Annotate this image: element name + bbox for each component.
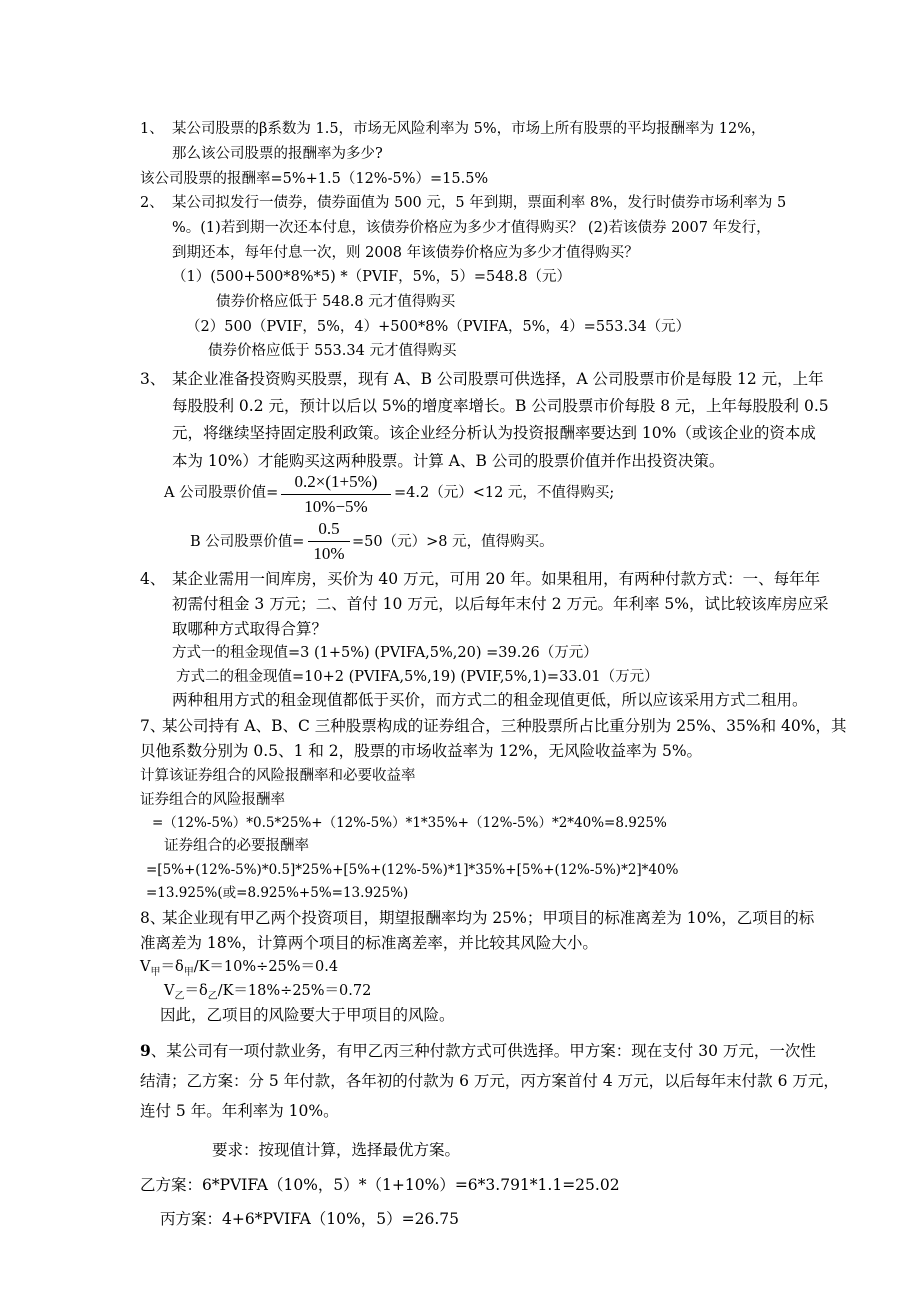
q2-answer-1-note: 债券价格应低于 548.8 元才值得购买 — [216, 294, 456, 310]
q4-number: 4、 — [140, 570, 166, 588]
q9-plan-b: 乙方案：6*PVIFA（10%，5）*（1+10%）=6*3.791*1.1=25.02 — [140, 1176, 620, 1194]
q4-conclusion: 两种租用方式的租金现值都低于买价，而方式二的租金现值更低，所以应该采用方式二租用。 — [172, 691, 808, 709]
q7-number: 7、 — [140, 717, 166, 735]
q8-v-jia-symbol: V — [140, 959, 151, 975]
q7-risk-label: 证券组合的风险报酬率 — [140, 792, 285, 808]
q9-text-line3: 连付 5 年。年利率为 10%。 — [140, 1102, 339, 1120]
q3-b-value-label: B 公司股票价值= — [190, 534, 305, 550]
fraction-bar — [281, 494, 391, 495]
q3-b-numerator: 0.5 — [318, 519, 340, 538]
q3-a-denominator: 10%−5% — [304, 497, 368, 516]
q8-v-jia-sub: 甲 — [150, 966, 161, 978]
q9-requirement: 要求：按现值计算，选择最优方案。 — [212, 1141, 461, 1159]
q8-conclusion: 因此，乙项目的风险要大于甲项目的风险。 — [160, 1006, 455, 1024]
q8-v-yi-symbol: V — [164, 983, 175, 999]
q8-v-yi-delta: ＝δ — [184, 983, 208, 999]
q3-text-line4: 本为 10%）才能购买这两种股票。计算 A、B 公司的股票价值并作出投资决策。 — [172, 452, 725, 470]
q2-number: 2、 — [140, 195, 164, 211]
q1-text-line2: 那么该公司股票的报酬率为多少? — [172, 146, 383, 162]
q7-required-result: =13.925%(或=8.925%+5%=13.925%) — [146, 885, 409, 901]
q8-v-jia — [140, 957, 338, 983]
q4-text-line2: 初需付租金 3 万元；二、首付 10 万元，以后每年末付 2 万元。年利率 5%，试比较该库房应采 — [172, 595, 829, 613]
q8-number: 8、 — [140, 909, 166, 927]
q1-answer: 该公司股票的报酬率=5%+1.5（12%-5%）=15.5% — [140, 171, 489, 187]
q8-v-jia-rest: /K＝10%÷25%＝0.4 — [193, 959, 339, 975]
q3-a-numerator: 0.2×(1+5%) — [294, 472, 378, 491]
q9-number: 9 — [140, 1041, 151, 1060]
q4-answer-2: 方式二的租金现值=10+2 (PVIFA,5%,19) (PVIF,5%,1)=33.01（万元） — [176, 669, 659, 685]
q2-answer-1: （1）(500+500*8%*5) *（PVIF，5%，5）=548.8（元） — [172, 269, 572, 285]
q3-number: 3、 — [140, 370, 166, 388]
q2-answer-2-note: 债券价格应低于 553.34 元才值得购买 — [208, 343, 457, 359]
q8-v-yi-rest: /K＝18%÷25%＝0.72 — [217, 983, 372, 999]
fraction-bar — [308, 541, 350, 542]
q3-a-value-label: A 公司股票价值= — [164, 485, 279, 501]
q3-b-denominator: 10% — [313, 544, 345, 563]
q2-answer-2: （2）500（PVIF，5%，4）+500*8%（PVIFA，5%，4）=553.34（元） — [186, 319, 691, 335]
q4-answer-1: 方式一的租金现值=3 (1+5%) (PVIFA,5%,20) =39.26（万元） — [172, 645, 598, 661]
q7-risk-formula: =（12%-5%）*0.5*25%+（12%-5%）*1*35%+（12%-5%）*2*40%=8.925% — [152, 815, 667, 831]
q8-v-yi — [164, 981, 371, 1007]
q9-plan-c: 丙方案：4+6*PVIFA（10%，5）=26.75 — [160, 1210, 459, 1228]
q1-number: 1、 — [140, 121, 164, 137]
q3-b-result: =50（元）>8 元，值得购买。 — [352, 534, 554, 550]
q8-v-yi-sub: 乙 — [174, 990, 185, 1002]
q7-text-line2: 贝他系数分别为 0.5、1 和 2，股票的市场收益率为 12%，无风险收益率为 5%。 — [140, 742, 703, 760]
q3-text-line1: 某企业准备投资购买股票，现有 A、B 公司股票可供选择，A 公司股票市价是每股 12 元，上年 — [172, 370, 824, 388]
q8-v-jia-delta: ＝δ — [160, 959, 184, 975]
q2-text-line2: %。(1)若到期一次还本付息，该债券价格应为多少才值得购买？ (2)若该债券 2007 年发行， — [172, 220, 771, 236]
q7-required-formula: =[5%+(12%-5%)*0.5]*25%+[5%+(12%-5%)*1]*35%+[5%+(12%-5%)*2]*40% — [146, 862, 679, 878]
q7-text-line1: 某公司持有 A、B、C 三种股票构成的证券组合，三种股票所占比重分别为 25%、35%和 40%，其 — [162, 717, 847, 735]
q9-text-line1: 、某公司有一项付款业务，有甲乙丙三种付款方式可供选择。甲方案：现在支付 30 万元，一次性 — [150, 1042, 816, 1060]
q4-text-line1: 某企业需用一间库房，买价为 40 万元，可用 20 年。如果租用，有两种付款方式：一、每年年 — [172, 570, 821, 588]
q3-text-line2: 每股股利 0.2 元，预计以后以 5%的增度率增长。B 公司股票市价每股 8 元，上年每股股利 0.5 — [172, 397, 829, 415]
q4-text-line3: 取哪种方式取得合算？ — [172, 620, 328, 638]
q9-text-line2: 结清；乙方案：分 5 年付款，各年初的付款为 6 万元，丙方案首付 4 万元，以后每年末付款 6 万元， — [140, 1072, 839, 1090]
q7-required-label: 证券组合的必要报酬率 — [164, 838, 309, 854]
q8-text-line2: 准离差为 18%，计算两个项目的标准离差率，并比较其风险大小。 — [140, 934, 598, 952]
q7-task: 计算该证券组合的风险报酬率和必要收益率 — [140, 768, 416, 784]
q3-a-result: =4.2（元）<12 元，不值得购买; — [394, 485, 615, 501]
q3-a-fraction — [281, 471, 391, 518]
q8-v-yi-sub2: 乙 — [207, 990, 218, 1002]
q2-text-line1: 某公司拟发行一债券，债券面值为 500 元，5 年到期，票面利率 8%，发行时债券市场利率为 5 — [172, 195, 787, 211]
q8-text-line1: 某企业现有甲乙两个投资项目，期望报酬率均为 25%；甲项目的标准离差为 10%，乙项目的标 — [162, 909, 815, 927]
q8-v-jia-sub2: 甲 — [183, 966, 194, 978]
q3-text-line3: 元，将继续坚持固定股利政策。该企业经分析认为投资报酬率要达到 10%（或该企业的资本成 — [172, 424, 816, 442]
q3-b-fraction — [308, 518, 350, 565]
q2-text-line3: 到期还本，每年付息一次，则 2008 年该债券价格应为多少才值得购买？ — [172, 245, 639, 261]
q1-text-line1: 某公司股票的β系数为 1.5，市场无风险利率为 5%，市场上所有股票的平均报酬率为 12%， — [172, 121, 766, 137]
q9-line1 — [140, 1041, 816, 1061]
